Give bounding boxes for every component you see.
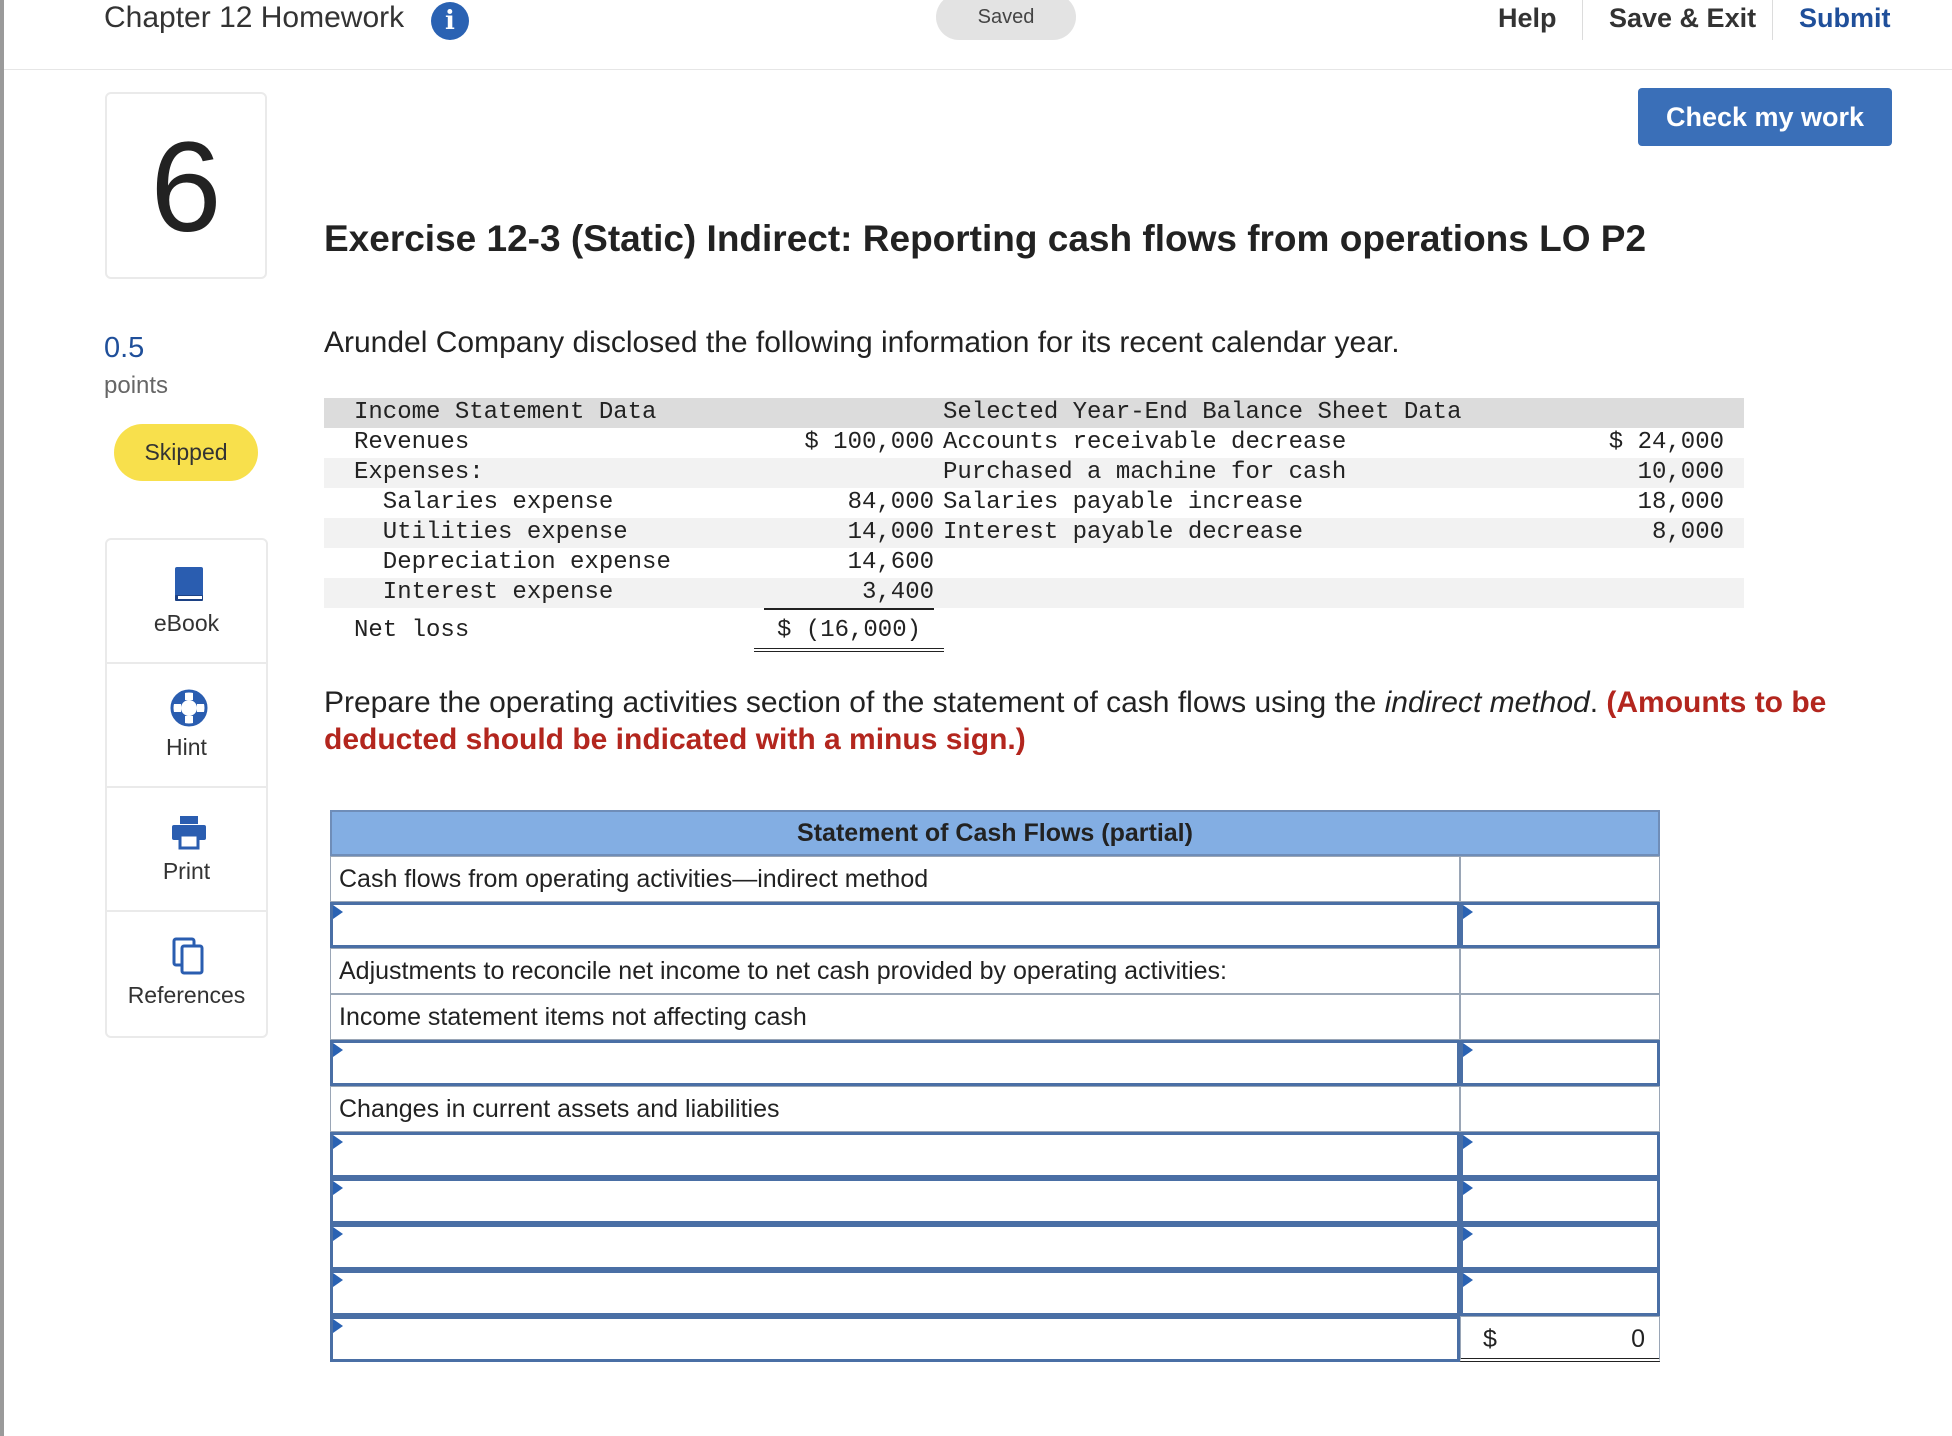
income-value: $ 100,000 xyxy=(804,429,934,456)
dropdown-marker-icon xyxy=(333,1227,343,1241)
dropdown-marker-icon xyxy=(1463,1181,1473,1195)
line-item-dropdown[interactable] xyxy=(330,1132,1460,1178)
statement-row xyxy=(330,1086,1660,1132)
total-value: 0 xyxy=(1631,1325,1645,1353)
amount-input[interactable] xyxy=(1460,1178,1660,1224)
balance-value: $ 24,000 xyxy=(1608,429,1724,456)
hint-button[interactable] xyxy=(107,664,266,788)
info-icon[interactable]: i xyxy=(431,2,469,40)
statement-row xyxy=(330,994,1660,1040)
statement-row xyxy=(330,1132,1660,1178)
income-value: 3,400 xyxy=(764,578,934,610)
dropdown-marker-icon xyxy=(1463,1273,1473,1287)
book-icon xyxy=(169,564,209,604)
net-loss-value: $ (16,000) xyxy=(754,616,944,652)
income-label: Salaries expense xyxy=(354,489,614,516)
check-my-work-button[interactable]: Check my work xyxy=(1638,88,1892,146)
ebook-label: eBook xyxy=(153,610,220,636)
statement-row xyxy=(330,856,1660,902)
empty-cell xyxy=(1460,856,1660,902)
print-button[interactable] xyxy=(107,788,266,912)
status-badge: Skipped xyxy=(114,424,258,481)
balance-label: Interest payable decrease xyxy=(943,519,1304,546)
ebook-button[interactable] xyxy=(107,540,266,664)
points-label: points xyxy=(104,372,169,399)
instructions-emphasis: indirect method xyxy=(1384,686,1590,719)
amount-input[interactable] xyxy=(1460,1040,1660,1086)
tools-panel xyxy=(105,538,268,1038)
empty-cell xyxy=(1460,1086,1660,1132)
line-item-dropdown[interactable] xyxy=(330,1270,1460,1316)
income-label: Depreciation expense xyxy=(354,549,671,576)
assignment-title: Chapter 12 Homework xyxy=(104,1,405,34)
cash-flow-statement xyxy=(330,810,1660,1353)
income-label: Utilities expense xyxy=(354,519,628,546)
amount-input[interactable] xyxy=(1460,1132,1660,1178)
balance-label: Purchased a machine for cash xyxy=(943,459,1347,486)
points-value: 0.5 xyxy=(104,332,145,364)
balance-value: 10,000 xyxy=(1637,459,1724,486)
amount-input[interactable] xyxy=(1460,1270,1660,1316)
dropdown-marker-icon xyxy=(333,1273,343,1287)
income-label: Revenues xyxy=(354,429,470,456)
dropdown-marker-icon xyxy=(1463,1043,1473,1057)
statement-row xyxy=(330,1178,1660,1224)
saved-status: Saved xyxy=(936,0,1076,40)
documents-icon xyxy=(169,936,209,976)
top-bar xyxy=(4,0,1952,70)
total-line-dropdown[interactable] xyxy=(330,1316,1460,1362)
line-item-dropdown[interactable] xyxy=(330,1224,1460,1270)
statement-row xyxy=(330,1224,1660,1270)
statement-row xyxy=(330,1040,1660,1086)
balance-header: Selected Year-End Balance Sheet Data xyxy=(943,399,1462,426)
dropdown-marker-icon xyxy=(333,905,343,919)
printer-icon xyxy=(169,812,209,852)
income-value: 84,000 xyxy=(847,489,934,516)
divider xyxy=(1772,0,1773,40)
question-number: 6 xyxy=(105,92,267,279)
references-button[interactable] xyxy=(107,912,266,1036)
balance-value: 8,000 xyxy=(1651,519,1724,546)
income-value: 14,600 xyxy=(847,549,934,576)
instructions-period: . xyxy=(1589,686,1607,719)
line-item-dropdown[interactable] xyxy=(330,1178,1460,1224)
amount-input[interactable] xyxy=(1460,902,1660,948)
references-label: References xyxy=(127,982,246,1008)
total-currency: $ xyxy=(1483,1325,1497,1353)
divider xyxy=(1582,0,1583,40)
statement-row xyxy=(330,948,1660,994)
hint-label: Hint xyxy=(166,734,207,760)
income-label: Interest expense xyxy=(354,579,614,606)
income-value: 14,000 xyxy=(847,519,934,546)
empty-cell xyxy=(1460,948,1660,994)
instructions-text: Prepare the operating activities section of the statement of cash flows using the xyxy=(324,686,1385,719)
line-item-dropdown[interactable] xyxy=(330,902,1460,948)
total-amount xyxy=(1460,1316,1660,1362)
help-link[interactable]: Help xyxy=(1498,3,1557,33)
statement-row xyxy=(330,1316,1660,1362)
save-exit-link[interactable]: Save & Exit xyxy=(1609,3,1757,33)
balance-label: Salaries payable increase xyxy=(943,489,1304,516)
balance-label: Accounts receivable decrease xyxy=(943,429,1347,456)
dropdown-marker-icon xyxy=(1463,905,1473,919)
dropdown-marker-icon xyxy=(333,1043,343,1057)
print-label: Print xyxy=(162,858,211,884)
noncash-heading: Income statement items not affecting cash xyxy=(330,994,1460,1040)
empty-cell xyxy=(1460,994,1660,1040)
statement-row xyxy=(330,902,1660,948)
income-label: Expenses: xyxy=(354,459,484,486)
exercise-intro: Arundel Company disclosed the following information for its recent calendar year. xyxy=(324,326,1400,359)
submit-link[interactable]: Submit xyxy=(1799,3,1891,33)
amount-input[interactable] xyxy=(1460,1224,1660,1270)
instructions xyxy=(324,684,1924,758)
exercise-title: Exercise 12-3 (Static) Indirect: Reporting cash flows from operations LO P2 xyxy=(324,218,1647,259)
dropdown-marker-icon xyxy=(333,1319,343,1333)
dropdown-marker-icon xyxy=(333,1181,343,1195)
dropdown-marker-icon xyxy=(1463,1227,1473,1241)
statement-title: Statement of Cash Flows (partial) xyxy=(330,810,1660,856)
dropdown-marker-icon xyxy=(1463,1135,1473,1149)
income-header: Income Statement Data xyxy=(354,399,657,426)
lifebuoy-icon xyxy=(169,688,209,728)
changes-heading: Changes in current assets and liabilities xyxy=(330,1086,1460,1132)
income-label: Net loss xyxy=(354,617,470,644)
instructions-note: (Amounts to be deducted should be indicated with a minus sign.) xyxy=(324,686,1827,756)
balance-value: 18,000 xyxy=(1637,489,1724,516)
statement-row xyxy=(330,1270,1660,1316)
dropdown-marker-icon xyxy=(333,1135,343,1149)
line-item-dropdown[interactable] xyxy=(330,1040,1460,1086)
adjustments-heading: Adjustments to reconcile net income to net cash provided by operating activities: xyxy=(330,948,1460,994)
operating-heading: Cash flows from operating activities—indirect method xyxy=(330,856,1460,902)
window-edge xyxy=(0,0,4,1436)
